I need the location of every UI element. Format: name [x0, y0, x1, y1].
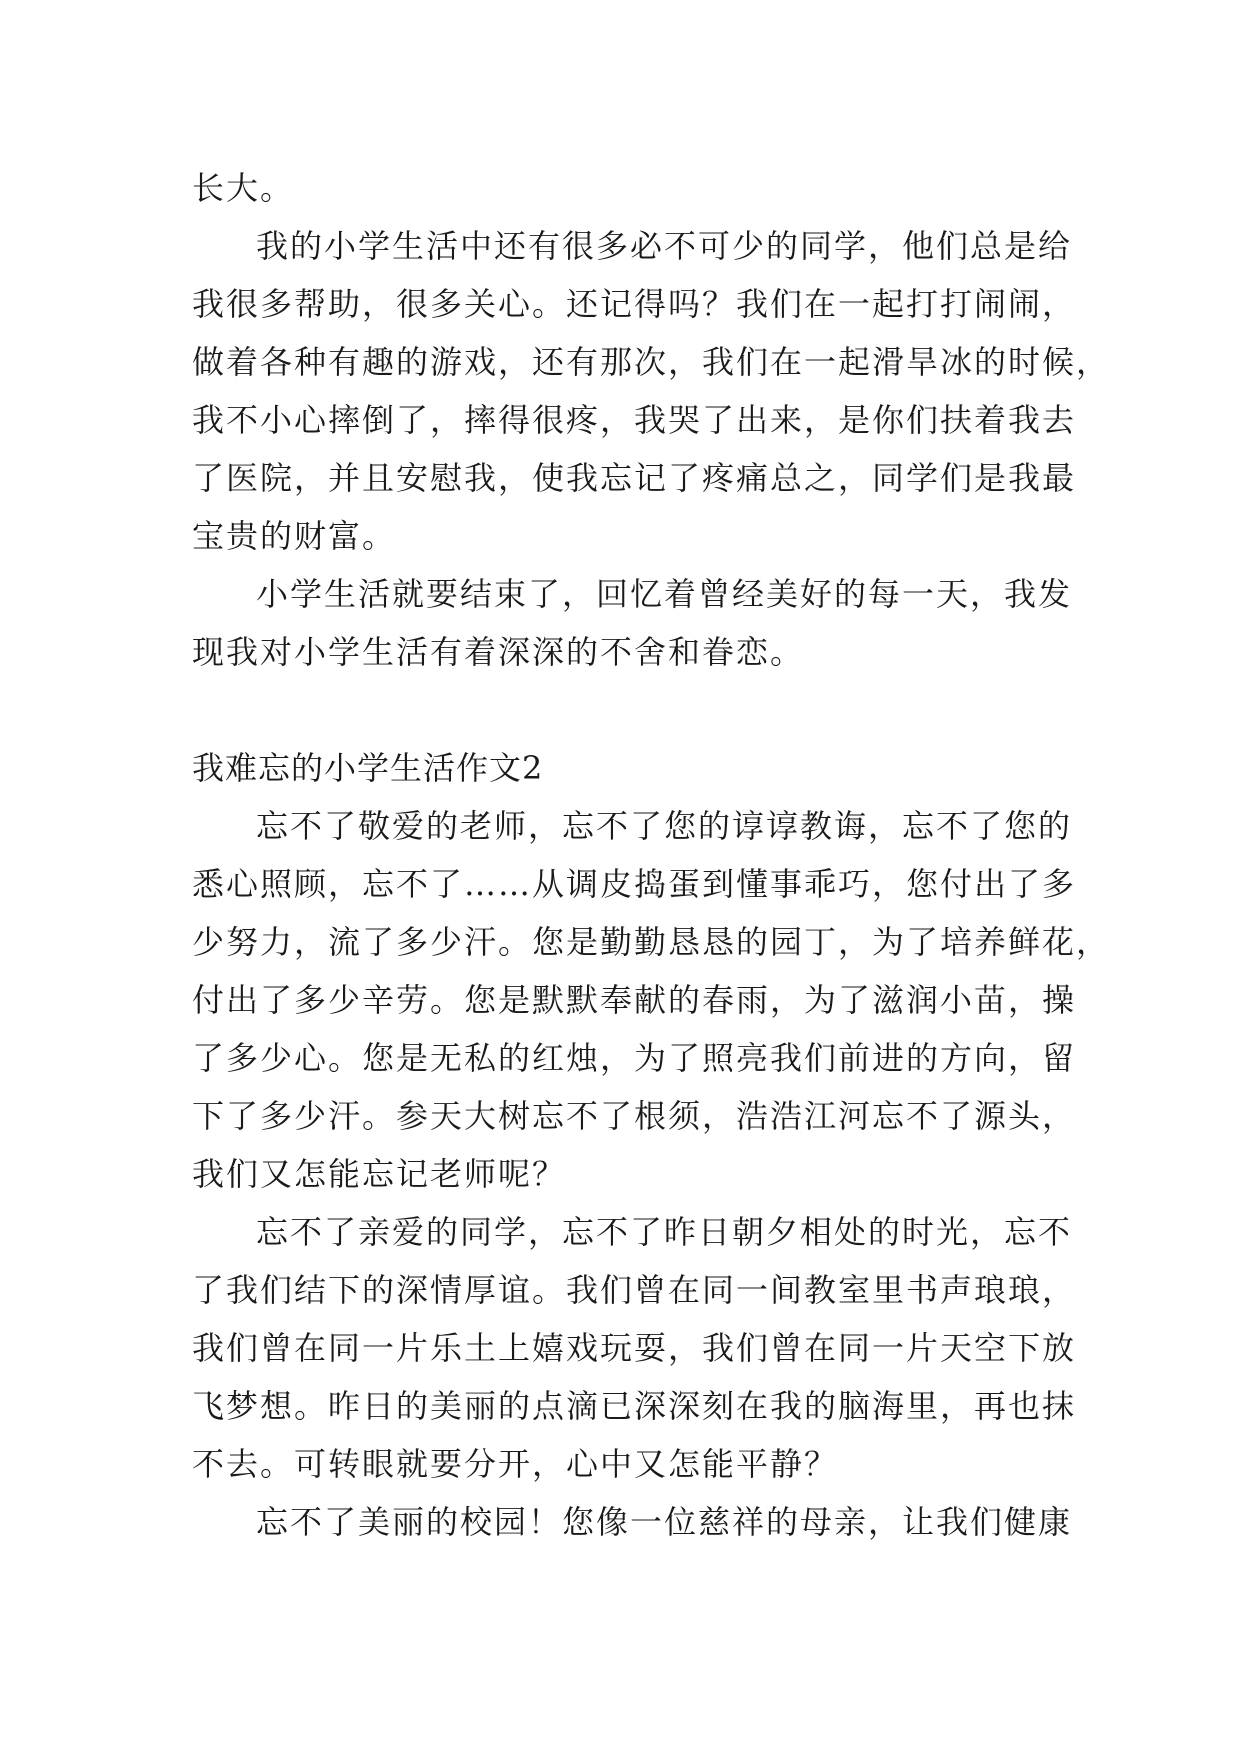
- section-heading: 我难忘的小学生活作文2: [192, 749, 544, 787]
- paragraph-first-line: 忘不了美丽的校园！您像一位慈祥的母亲，让我们健康: [256, 1503, 1073, 1541]
- text-line: 我们又怎能忘记老师呢？: [192, 1155, 567, 1193]
- paragraph-first-line: 忘不了敬爱的老师，忘不了您的谆谆教诲，忘不了您的: [256, 807, 1073, 845]
- text-line: 我们曾在同一片乐土上嬉戏玩耍，我们曾在同一片天空下放: [192, 1329, 1077, 1367]
- paragraph-first-line: 我的小学生活中还有很多必不可少的同学，他们总是给: [256, 227, 1073, 265]
- text-line: 了医院，并且安慰我，使我忘记了疼痛总之，同学们是我最: [192, 459, 1077, 497]
- text-line: 我不小心摔倒了，摔得很疼，我哭了出来，是你们扶着我去: [192, 401, 1077, 439]
- text-line: 现我对小学生活有着深深的不舍和眷恋。: [192, 633, 805, 671]
- paragraph-first-line: 忘不了亲爱的同学，忘不了昨日朝夕相处的时光，忘不: [256, 1213, 1073, 1251]
- text-line: 悉心照顾，忘不了……从调皮捣蛋到懂事乖巧，您付出了多: [192, 865, 1077, 903]
- text-line: 付出了多少辛劳。您是默默奉献的春雨，为了滋润小苗，操: [192, 981, 1077, 1019]
- text-line: 下了多少汗。参天大树忘不了根须，浩浩江河忘不了源头，: [192, 1097, 1077, 1135]
- text-line: 我很多帮助，很多关心。还记得吗？我们在一起打打闹闹，: [192, 285, 1077, 323]
- text-line: 飞梦想。昨日的美丽的点滴已深深刻在我的脑海里，再也抹: [192, 1387, 1077, 1425]
- paragraph-first-line: 小学生活就要结束了，回忆着曾经美好的每一天，我发: [256, 575, 1073, 613]
- text-line: 长大。: [192, 169, 295, 207]
- text-line: 做着各种有趣的游戏，还有那次，我们在一起滑旱冰的时候，: [192, 343, 1111, 381]
- text-line: 了多少心。您是无私的红烛，为了照亮我们前进的方向，留: [192, 1039, 1077, 1077]
- text-line: 了我们结下的深情厚谊。我们曾在同一间教室里书声琅琅，: [192, 1271, 1077, 1309]
- text-line: 宝贵的财富。: [192, 517, 397, 555]
- text-line: 不去。可转眼就要分开，心中又怎能平静？: [192, 1445, 839, 1483]
- text-line: 少努力，流了多少汗。您是勤勤恳恳的园丁，为了培养鲜花，: [192, 923, 1111, 961]
